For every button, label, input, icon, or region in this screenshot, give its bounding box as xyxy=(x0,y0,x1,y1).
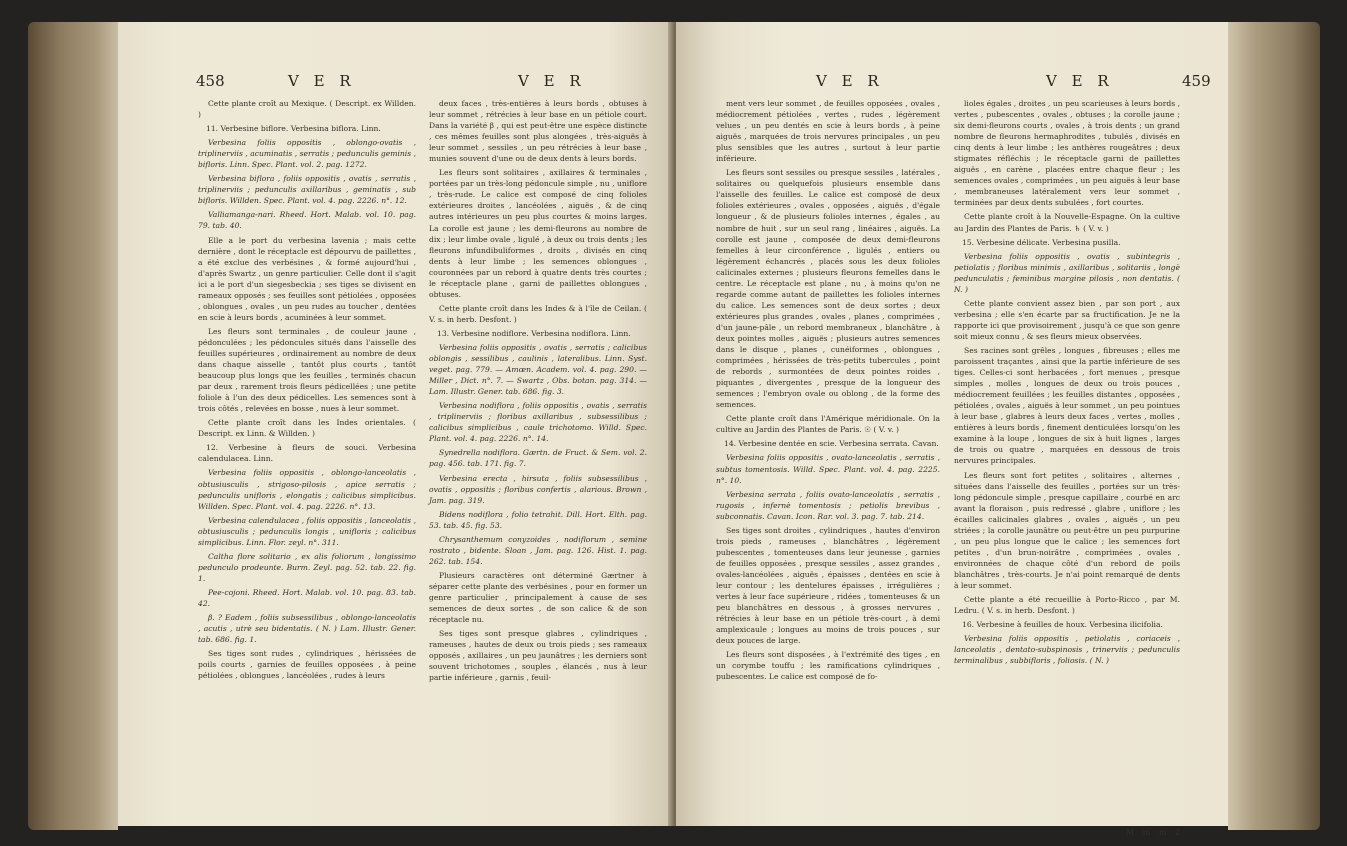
latin-paragraph: Verbesina foliis oppositis , oblongo-lanceolatis , obtusiusculis , strigoso-pilosis , apice serratis ; pedunculis unifloris , elongatis ; calicibus simplicibus. Willden. Spec. Plant. vol. 4. pag. 2226. n°. 13. xyxy=(198,468,416,511)
entry-heading: 14. Verbesine dentée en scie. Verbesina serrata. Cavan. xyxy=(724,439,939,449)
paragraph: Ses racines sont grêles , longues , fibreuses ; elles me paroissent traçantes , ainsi que la partie inférieure de ses tiges. Celles-ci sont herbacées , fort menues , presque simples , molles , longues de deux ou trois pouces , médiocrement feuillées ; les feuilles distantes , opposées , pétiolées , ovales , aiguës à leur sommet , un peu pointues à leur base , glabres à leurs deux faces , vertes , molles , entières à leurs bords , finement denticulées lorsqu'on les examine à la loupe , longues de six à huit lignes , larges de trois ou quatre , marquées en dessous de trois nervures principales. xyxy=(954,345,1180,466)
paragraph: Les fleurs sont solitaires , axillaires & terminales , portées par un très-long pédoncule simple , nu , uniflore , très-rude. Le calice est composé de cinq folioles extérieures droites , lancéolées , aiguës , & de cinq autres intérieures un peu plus courtes & moins larges. La corolle est jaune ; les demi-fleurons au nombre de dix ; leur limbe ovale , ligulé , à deux ou trois dents ; les fleurons infundibuliformes , droits , divisés en cinq dents à leur limbe ; les semences oblongues , couronnées par un rebord à quatre dents très courtes ; le réceptacle plane , garni de paillettes oblongues , obtuses. xyxy=(429,168,647,299)
paragraph: lioles égales , droites , un peu scarieuses à leurs bords , vertes , pubescentes , ovales , obtuses ; la corolle jaune ; six demi-fleurons courts , ovales , à trois dents ; un grand nombre de fleurons hermaphrodites , tubulés , divisés en cinq dents à leur limbe ; les anthères rougeâtres ; deux stigmates réfléchis ; le réceptacle garni de paillettes aiguës , en carène , placées entre chaque fleur ; les semences ovales , comprimées , un peu aiguës à leur base , membraneuses latéralement vers leur sommet , terminées par deux dents subulées , fort courtes. xyxy=(954,99,1180,208)
latin-paragraph: Chrysanthemum conyzoides , nodiflorum , semine rostrato , bidente. Sloan , Jam. pag. 126. Hist. 1. pag. 262. tab. 154. xyxy=(429,534,647,566)
latin-paragraph: Verbesina erecta , hirsuta , foliis subsessilibus , ovatis , oppositis ; floribus confertis , alarious. Brown , Jam. pag. 319. xyxy=(429,473,647,505)
right-page-stack-edge xyxy=(1228,22,1320,830)
signature-mark: M m m 2 xyxy=(1126,828,1184,837)
entry-heading: 15. Verbesine délicate. Verbesina pusilla. xyxy=(962,237,1121,247)
paragraph: Plusieurs caractères ont déterminé Gærtner à séparer cette plante des verbésines , pour en former un genre particulier , principalement à cause de ses semences de deux sortes , de son calice & de son réceptacle nu. xyxy=(429,570,647,625)
paragraph: Elle a le port du verbesina lavenia ; mais cette dernière , dont le réceptacle est dépourvu de paillettes , a été exclue des verbésines , & formé aujourd'hui , d'après Swartz , un genre particulier. Celle dont il s'agit ici a le port d'un siegesbeckia ; ses tiges se divisent en rameaux opposés ; ses feuilles sont pétiolées , opposées , oblongues , ovales , un peu rudes au toucher , dentées en scie à leurs bords , acuminées à leur sommet. xyxy=(198,235,416,322)
left-page-stack-edge xyxy=(28,22,118,830)
paragraph: Cette plante a été recueillie à Porto-Ricco , par M. Ledru. ( V. s. in herb. Desfont. ) xyxy=(954,595,1180,616)
paragraph: Ses tiges sont presque glabres , cylindriques , rameuses , hautes de deux ou trois pieds ; ses rameaux opposés , axillaires , un peu jaunâtres ; les derniers sont souvent trichotomes , souples , élancés , nus à leur partie inférieure , garnis , feuil- xyxy=(429,629,647,683)
right-page-column-1 xyxy=(716,98,940,685)
paragraph: Les fleurs sont disposées , à l'extrémité des tiges , en un corymbe touffu ; les ramifications cylindriques , pubescentes. Le calice est composé de fo- xyxy=(716,650,940,682)
latin-paragraph: Verbesina serrata , foliis ovato-lanceolatis , serratis , rugosis , infernè tomentosis ; petiolis brevibus , subconnatis. Cavan. Icon. Rar. vol. 3. pag. 7. tab. 214. xyxy=(716,489,940,521)
left-running-head-2: V E R xyxy=(518,72,586,90)
paragraph: Les fleurs sont fort petites , solitaires , alternes , situées dans l'aisselle des feuilles , portées sur un très-long pédoncule simple , presque capillaire , courbé en arc avant la floraison , puis redressé , glabre , uniflore ; les écailles calicinales glabres , ovales , aiguës , un peu striées ; la corolle jaunâtre ou peut-être un peu purpurine , un peu plus longue que le calice ; les semences fort petites , d'un brun-noirâtre , comprimées , ovales , environnées de chaque côté d'un rebord de poils blanchâtres , très-courts. Je n'ai point remarqué de dents à leur sommet. xyxy=(954,470,1180,590)
right-page-number: 459 xyxy=(1182,72,1211,90)
right-page xyxy=(676,22,1228,837)
entry-heading: 12. Verbesine à fleurs de souci. Verbesina calendulacea. Linn. xyxy=(198,443,416,464)
latin-paragraph: Pee-cojoni. Rheed. Hort. Malab. vol. 10. pag. 83. tab. 42. xyxy=(198,587,416,608)
latin-paragraph: Caltha flore solitario , ex alis foliorum , longissimo pedunculo prodeunte. Burm. Zeyl. pag. 52. tab. 22. fig. 1. xyxy=(198,551,416,583)
paragraph: Cette plante croît dans l'Amérique méridionale. On la cultive au Jardin des Plantes de Paris. ☉ ( V. v. ) xyxy=(716,414,940,435)
paragraph: deux faces , très-entières à leurs bords , obtuses à leur sommet , rétrécies à leur base en un pétiole court. Dans la variété β , qui est peut-être une espèce distincte , ces mêmes feuilles sont plus alongées , très-aiguës à leur sommet , sessiles , un peu rétrécies à leur base , munies souvent d'une ou de deux dents à leurs bords. xyxy=(429,99,647,164)
latin-paragraph: Verbesina foliis oppositis , oblongo-ovatis , triplinerviis , acuminatis , serratis ; pedunculis geminis , bifloris. Linn. Spec. Plant. vol. 2. pag. 1272. xyxy=(198,138,416,170)
left-page xyxy=(118,22,674,826)
paragraph: Cette plante croît dans les Indes orientales. ( Descript. ex Linn. & Willden. ) xyxy=(198,418,416,439)
paragraph: Cette plante convient assez bien , par son port , aux verbesina ; elle s'en écarte par sa fructification. Je ne la rapporte ici que provisoirement , jusqu'à ce que son genre soit mieux connu , & ses fleurs mieux observées. xyxy=(954,298,1180,341)
right-page-column-2 xyxy=(954,98,1180,669)
left-page-column-2 xyxy=(429,98,647,686)
latin-paragraph: Verbesina foliis oppositis , ovatis , serratis ; calicibus oblongis , sessilibus , caulinis , lateralibus. Linn. Syst. veget. pag. 779. — Amœn. Academ. vol. 4. pag. 290. — Miller , Dict. n°. 7. — Swartz , Obs. botan. pag. 314. — Lam. Illustr. Gener. tab. 686. fig. 3. xyxy=(429,342,647,397)
entry-heading: 16. Verbesine à feuilles de houx. Verbesina ilicifolia. xyxy=(962,620,1163,630)
left-page-number: 458 xyxy=(196,72,225,90)
latin-paragraph: Bidens nodiflora , folio tetrahit. Dill. Hort. Elth. pag. 53. tab. 45. fig. 53. xyxy=(429,509,647,530)
entry-heading: 13. Verbesine nodiflore. Verbesina nodiflora. Linn. xyxy=(437,328,631,338)
latin-paragraph: Verbesina foliis oppositis , ovato-lanceolatis , serratis , subtus tomentosis. Willd. Spec. Plant. vol. 4. pag. 2225. n°. 10. xyxy=(716,453,940,485)
latin-paragraph: Verbesina foliis oppositis , ovatis , subintegris , petiolatis ; floribus minimis , axillaribus , solitariis , longè pedunculatis ; feminibus margine pilosis , non dentatis. ( N. ) xyxy=(954,251,1180,294)
latin-paragraph: β. ? Eadem , foliis subsessilibus , oblongo-lanceolatis , acutis , utrè seu bidentatis. ( N. ) Lam. Illustr. Gener. tab. 686. fig. 1. xyxy=(198,613,416,645)
paragraph: Cette plante croît au Mexique. ( Descript. ex Willden. ) xyxy=(198,99,416,120)
paragraph: Cette plante croît à la Nouvelle-Espagne. On la cultive au Jardin des Plantes de Paris. ♄ ( V. v. ) xyxy=(954,212,1180,233)
paragraph: Cette plante croît dans les Indes & à l'île de Ceilan. ( V. s. in herb. Desfont. ) xyxy=(429,303,647,324)
latin-paragraph: Verbesina calendulacea , foliis oppositis , lanceolatis , obtusiusculis ; pedunculis longis , unifloris ; calicibus simplicibus. Linn. Flor. zeyl. n°. 311. xyxy=(198,515,416,547)
right-running-head-1: V E R xyxy=(816,72,884,90)
entry-heading: 11. Verbesine biflore. Verbesina biflora. Linn. xyxy=(206,124,381,134)
left-running-head-1: V E R xyxy=(288,72,356,90)
left-page-column-1 xyxy=(198,98,416,684)
paragraph: Ses tiges sont rudes , cylindriques , hérissées de poils courts , garnies de feuilles opposées , à peine pétiolées , oblongues , lancéolées , rudes à leurs xyxy=(198,649,416,681)
latin-paragraph: Verbesina nodiflora , foliis oppositis , ovatis , serratis , triplinerviis ; floribus axillaribus , subsessilibus ; calicibus simplicibus , caule trichotomo. Willd. Spec. Plant. vol. 4. pag. 2226. n°. 14. xyxy=(429,401,647,444)
latin-paragraph: Verbesina foliis oppositis , petiolatis , coriaceis , lanceolatis , dentato-subspinosis , trinerviis ; pedunculis terminalibus , subbifloris , foliosis. ( N. ) xyxy=(954,634,1180,666)
latin-paragraph: Valliamanga-nari. Rheed. Hort. Malab. vol. 10. pag. 79. tab. 40. xyxy=(198,210,416,231)
right-running-head-2: V E R xyxy=(1046,72,1114,90)
latin-paragraph: Verbesina biflora , foliis oppositis , ovatis , serratis , triplinerviis ; pedunculis axillaribus , geminatis , sub bifloris. Willden. Spec. Plant. vol. 4. pag. 2226. n°. 12. xyxy=(198,174,416,206)
paragraph: ment vers leur sommet , de feuilles opposées , ovales , médiocrement pétiolées , vertes , rudes , légèrement velues , un peu dentés en scie à leurs bords , à peine aiguës , marquées de trois nervures principales , un peu plus sensibles que les autres , surtout à leur partie inférieure. xyxy=(716,99,940,164)
paragraph: Les fleurs sont terminales , de couleur jaune , pédonculées ; les pédoncules situés dans l'aisselle des feuilles supérieures , ordinairement au nombre de deux dans chaque aisselle , tantôt plus courts , tantôt beaucoup plus longs que les feuilles , terminés chacun par deux , rarement trois fleurs pédicellées ; une petite foliole à l'un des deux pédicelles. Les semences sont à trois côtés , relevées en bosse , nues à leur sommet. xyxy=(198,326,416,414)
latin-paragraph: Synedrella nodiflora. Gærtn. de Fruct. & Sem. vol. 2. pag. 456. tab. 171. fig. 7. xyxy=(429,448,647,469)
paragraph: Les fleurs sont sessiles ou presque sessiles , latérales , solitaires ou quelquefois plusieurs ensemble dans l'aisselle des feuilles. Le calice est composé de deux folioles extérieures , ovales , opposées , aiguës , d'égale longueur , & de plusieurs folioles internes , égales , au nombre de huit , sur un seul rang , linéaires , aiguës. La corolle est jaune , composée de deux demi-fleurons femelles à leur circonférence , ligulés , entiers ou légèrement échancrés , placés sous les deux folioles calicinales externes ; plusieurs fleurons femelles dans le centre. Le réceptacle est plane , nu , à moins qu'on ne regarde comme autant de paillettes les folioles internes du calice. Les semences sont de deux sortes ; deux extérieures plus grandes , ovales , planes , comprimées , d'un jaune-pâle , un rebord membraneux , blanchâtre , à deux pointes molles , aiguës ; plusieurs autres semences dans le disque , planes , cunéiformes , oblongues , comprimées , hérissées de très-petits tubercules , point de rebords , surmontées de deux pointes roides , piquantes , divergentes , presque de la longueur des semences ; l'embryon ovale ou oblong , de la forme des semences. xyxy=(716,168,940,410)
paragraph: Ses tiges sont droites , cylindriques , hautes d'environ trois pieds , rameuses , blanchâtres , légèrement pubescentes , tomenteuses dans leur jeunesse , garnies de feuilles opposées , presque sessiles , assez grandes , ovales-lancéolées , aiguës , épaisses , dentées en scie à leur contour ; les dentelures épaisses , irrégulières ; vertes à leur face supérieure , ridées , tomenteuses & un peu blanchâtres en dessous , à grosses nervures , rétrécies à leur base en un pétiole très-court , à demi amplexicaule ; longues au moins de trois pouces , sur deux pouces de large. xyxy=(716,525,940,646)
